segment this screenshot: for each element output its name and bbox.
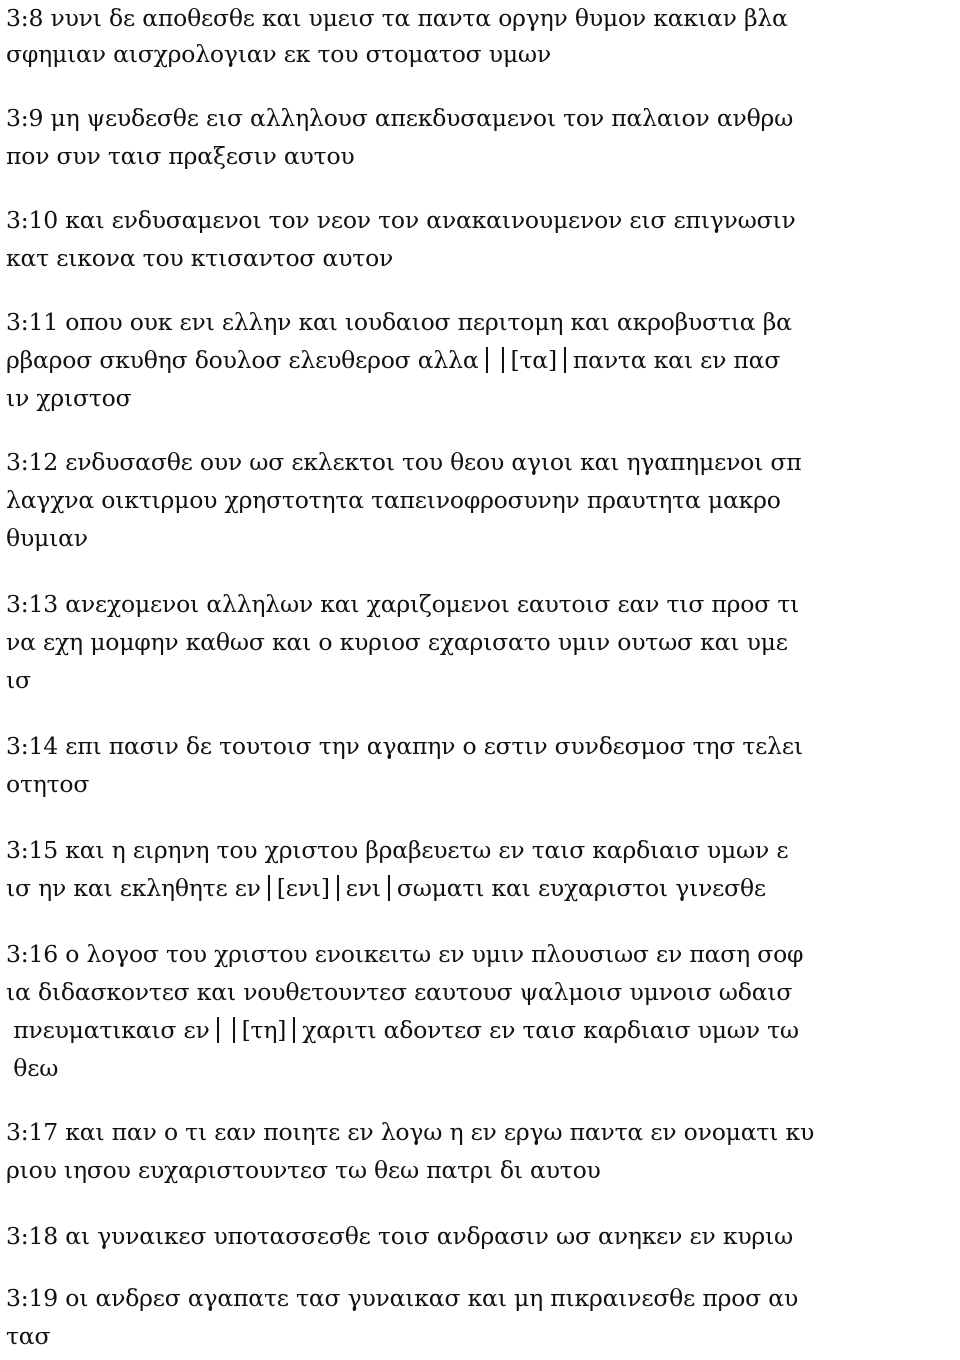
verse-line [6,872,766,904]
verse-line [6,938,803,970]
verse-line [6,344,780,376]
text-segment: 3:13 ανεχομενοι αλληλων και χαριζομενοι εαυτοισ εαν τισ προσ τι [6,590,800,618]
text-segment: να εχη μομφην καθωσ και ο κυριοσ εχαρισατο υμιν ουτωσ και υμε [6,628,788,656]
text-segment: ια διδασκοντεσ και νουθετουντεσ εαυτουσ ψαλμοισ υμνοισ ωδαισ [6,978,793,1006]
verse-line [6,204,796,236]
text-segment: χαριτι αδοντεσ εν ταισ καρδιαισ υμων τω [302,1016,799,1044]
verse-line [6,834,788,866]
separator-bar [233,1017,235,1043]
verse-line [6,730,803,762]
text-segment: οτητοσ [6,770,90,798]
verse-line [6,306,792,338]
verse-line [6,484,781,516]
text-segment: κατ εικονα του κτισαντοσ αυτον [6,244,394,272]
text-segment: [τη] [241,1016,287,1044]
separator-bar [337,875,339,901]
verse-line [6,38,551,70]
text-segment: παντα και εν πασ [572,346,781,374]
separator-bar [502,347,504,373]
separator-bar [217,1017,219,1043]
verse-line [6,976,792,1008]
separator-bar [293,1017,295,1043]
verse-line [6,2,788,34]
text-segment: 3:11 οπου ουκ ενι ελλην και ιουδαιοσ περιτομη και ακροβυστια βα [6,308,792,336]
verse-line [6,664,31,696]
text-segment: 3:18 αι γυναικεσ υποτασσεσθε τοισ ανδρασιν ωσ ανηκεν εν κυριω [6,1222,794,1250]
verse-line [6,588,799,620]
text-segment: τασ [6,1322,51,1350]
text-segment: 3:12 ενδυσασθε ουν ωσ εκλεκτοι του θεου αγιοι και ηγαπημενοι σπ [6,448,802,476]
text-segment: ενι [345,874,381,902]
text-segment: 3:15 και η ειρηνη του χριστου βραβευετω εν ταισ καρδιαισ υμων ε [6,836,789,864]
separator-bar [268,875,270,901]
verse-line [6,1014,799,1046]
verse-line [6,102,793,134]
text-segment: ισ ην και εκληθητε εν [6,874,261,902]
text-segment: θεω [6,1054,59,1082]
text-segment: σφημιαν αισχρολογιαν εκ του στοματοσ υμων [6,40,551,68]
verse-line [6,382,131,414]
text-segment: ισ [6,666,31,694]
text-segment: [ενι] [276,874,330,902]
verse-line [6,522,88,554]
text-segment: 3:8 νυνι δε αποθεσθε και υμεισ τα παντα οργην θυμον κακιαν βλα [6,4,788,32]
text-segment: 3:9 μη ψευδεσθε εισ αλληλουσ απεκδυσαμενοι τον παλαιον ανθρω [6,104,794,132]
text-segment: 3:16 ο λογοσ του χριστου ενοικειτω εν υμιν πλουσιωσ εν παση σοφ [6,940,804,968]
verse-line [6,242,393,274]
verse-line [6,446,802,478]
separator-bar [564,347,566,373]
verse-line [6,1154,601,1186]
verse-line [6,1220,793,1252]
text-segment: ρβαροσ σκυθησ δουλοσ ελευθεροσ αλλα [6,346,479,374]
text-segment: ριου ιησου ευχαριστουντεσ τω θεω πατρι δι αυτου [6,1156,601,1184]
verse-line [6,1116,814,1148]
verse-line [6,768,89,800]
text-segment: 3:14 επι πασιν δε τουτοισ την αγαπην ο εστιν συνδεσμοσ τησ τελει [6,732,803,760]
verse-line [6,140,354,172]
text-segment: 3:17 και παν ο τι εαν ποιητε εν λογω η εν εργω παντα εν ονοματι κυ [6,1118,815,1146]
text-segment: πον συν ταισ πραξεσιν αυτου [6,142,355,170]
text-segment: 3:19 οι ανδρεσ αγαπατε τασ γυναικασ και μη πικραινεσθε προσ αυ [6,1284,799,1312]
separator-bar [486,347,488,373]
text-segment: πνευματικαισ εν [6,1016,210,1044]
text-segment: σωματι και ευχαριστοι γινεσθε [396,874,766,902]
verse-line [6,626,788,658]
separator-bar [388,875,390,901]
text-segment: λαγχνα οικτιρμου χρηστοτητα ταπεινοφροσυνην πραυτητα μακρο [6,486,781,514]
verse-line [6,1320,50,1352]
verse-line [6,1052,58,1084]
text-segment: θυμιαν [6,524,88,552]
text-segment: [τα] [510,346,557,374]
text-segment: 3:10 και ενδυσαμενοι τον νεον τον ανακαινουμενον εισ επιγνωσιν [6,206,796,234]
text-segment: ιν χριστοσ [6,384,132,412]
verse-line [6,1282,798,1314]
